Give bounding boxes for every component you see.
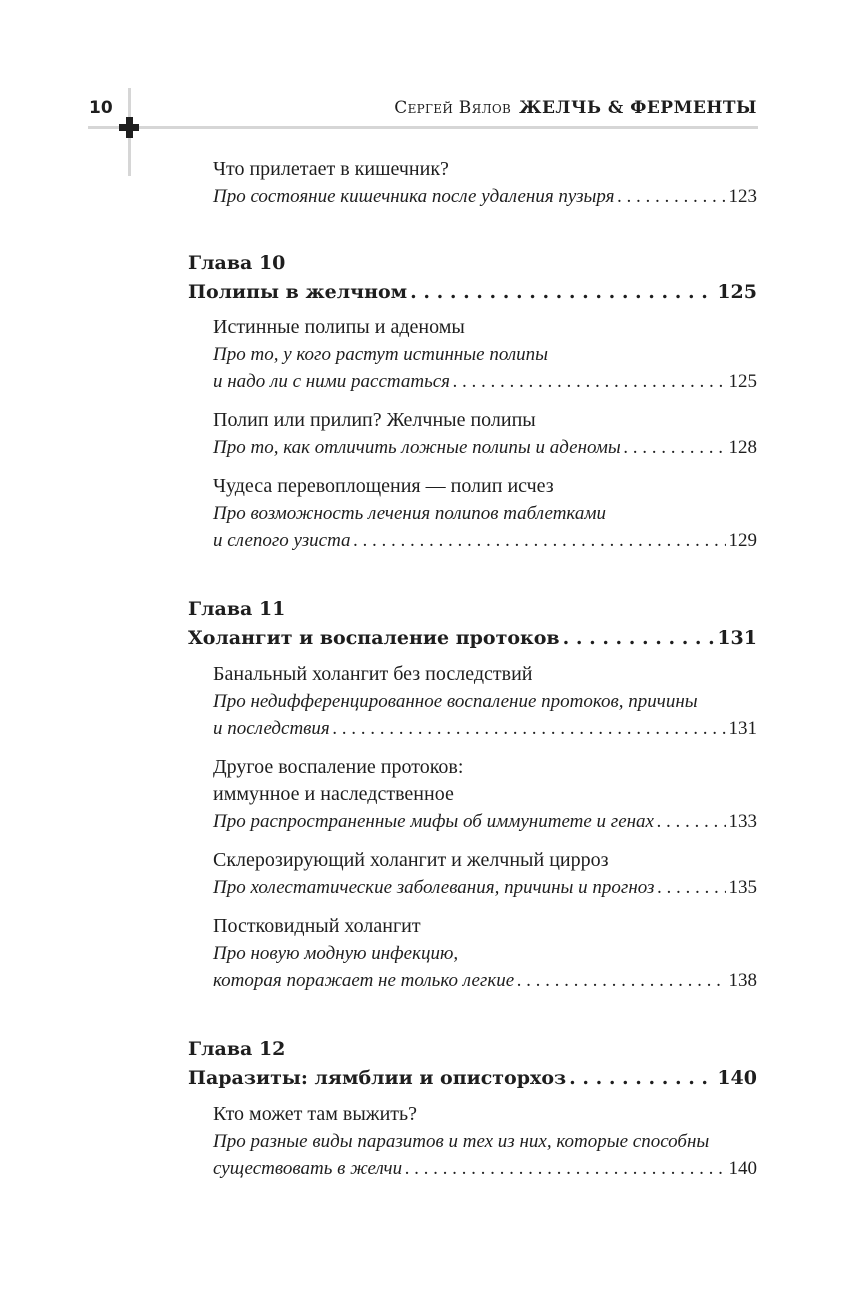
page-ref: 140 bbox=[717, 1067, 757, 1089]
page-number: 10 bbox=[89, 98, 113, 118]
page-ref: 133 bbox=[728, 811, 757, 832]
page-ref: 131 bbox=[717, 627, 757, 649]
toc-section[interactable]: Полип или прилип? Желчные полипы Про то, как отличить ложные полипы и аденомы . . . 128 bbox=[213, 407, 757, 461]
toc-section[interactable]: Истинные полипы и аденомы Про то, у кого растут истинные полипы и надо ли с ними расстаться . . . 125 bbox=[213, 314, 757, 395]
chapter-label: Глава 12 bbox=[188, 1038, 286, 1060]
chapter-10[interactable] bbox=[188, 249, 757, 307]
toc-section[interactable]: Кто может там выжить? Про разные виды паразитов и тех из них, которые способны существовать в желчи . . . 140 bbox=[213, 1101, 757, 1182]
toc-section[interactable] bbox=[213, 156, 757, 210]
chapter-title: Паразиты: лямблии и описторхоз . . . 140 bbox=[188, 1064, 757, 1093]
toc-section[interactable]: Склерозирующий холангит и желчный цирроз Про холестатические заболевания, причины и прогноз . . . 135 bbox=[213, 847, 757, 901]
section-title: Что прилетает в кишечник? bbox=[213, 158, 449, 180]
toc-section[interactable]: Другое воспаление протоков: иммунное и наследственное Про распространенные мифы об иммунитете и генах . . . 133 bbox=[213, 754, 757, 835]
chapter-title: Холангит и воспаление протоков . . . 131 bbox=[188, 624, 757, 653]
chapter-label: Глава 11 bbox=[188, 598, 286, 620]
chapter-title: Полипы в желчном . . . 125 bbox=[188, 278, 757, 307]
chapter-12[interactable] bbox=[188, 1035, 757, 1093]
page-ref: 123 bbox=[728, 186, 757, 207]
page-ref: 129 bbox=[728, 530, 757, 551]
page-ref: 125 bbox=[717, 281, 757, 303]
toc-section[interactable]: Чудеса перевоплощения — полип исчез Про возможность лечения полипов таблетками и слепого узиста . . . 129 bbox=[213, 473, 757, 554]
running-header bbox=[394, 98, 757, 118]
page-ref: 140 bbox=[728, 1158, 757, 1179]
page-ref: 125 bbox=[728, 371, 757, 392]
page-ref: 138 bbox=[728, 970, 757, 991]
page-ref: 128 bbox=[728, 437, 757, 458]
book-title: ЖЕЛЧЬ & ФЕРМЕНТЫ bbox=[519, 98, 757, 118]
page-ref: 135 bbox=[728, 877, 757, 898]
header-rule bbox=[88, 126, 758, 129]
author-name: Сергей Вялов bbox=[394, 98, 512, 118]
section-desc: Про состояние кишечника после удаления пузыря . . . 123 bbox=[213, 183, 757, 210]
chapter-label: Глава 10 bbox=[188, 252, 286, 274]
chapter-11[interactable] bbox=[188, 595, 757, 653]
toc-section[interactable]: Постковидный холангит Про новую модную инфекцию, которая поражает не только легкие . . . 138 bbox=[213, 913, 757, 994]
crosshair-icon bbox=[126, 117, 133, 138]
toc-section[interactable]: Банальный холангит без последствий Про недифференцированное воспаление протоков, причины и последствия . . . 131 bbox=[213, 661, 757, 742]
page-ref: 131 bbox=[728, 718, 757, 739]
